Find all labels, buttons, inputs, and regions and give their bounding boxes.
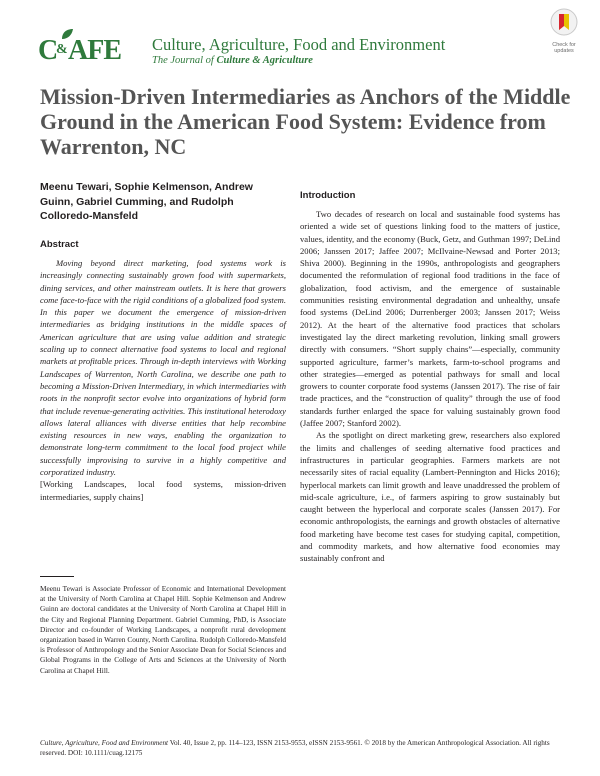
journal-subtitle	[152, 55, 313, 66]
article-title: Mission-Driven Intermediaries as Anchors of the Middle Ground in the American Food System: Evidence from Warrenton, NC	[40, 84, 571, 159]
journal-subtitle-prefix: The Journal of	[152, 55, 217, 66]
badge-label-line1: Check for	[552, 42, 576, 48]
footnote-divider	[40, 576, 74, 577]
introduction-body	[300, 208, 560, 565]
journal-subtitle-bold: Culture & Agriculture	[216, 55, 313, 66]
citation-footer	[40, 738, 560, 758]
intro-paragraph: Two decades of research on local and sustainable food systems has oriented a wide set of questions linking food to the matters of justice, values, identity, and the economy (Buck, Getz, and Guthman 1997; DeLind 2006; Janssen 2017; Jaffee 2007; McIlvaine-Newsad and Porter 2013; Shiva 2000). Beginning in the 1990s, anthropologists and geographers documented the reformulation of regional food traditions in the face of globalization, food activism, and the emergence of sustainable communities resisting environmental degradation and unhealthy, unsafe food systems (DeLind 2006; Durrenberger 2003; Janssen 2017; Weiss 2012). At the heart of the alternative food practices that scholars investigated lay the direct marketing revolution, linking small growers directly with consumers. “Short supply chains”—especially, community supported agriculture, farmer’s markets, farm-to-school programs and other strategies—emerged as potential pathways for small and local growers to counter corporate food systems (Janssen 2017). The rise of fair trade practices, and the “construction of quality” through the use of food standards further enlarged the space for valuing sustainably grown food (Jaffee 2007; Stanford 2002).	[300, 209, 560, 429]
bookmark-icon	[550, 8, 578, 36]
abstract-heading: Abstract	[40, 239, 79, 250]
logo-letter-c: C	[38, 35, 59, 66]
footer-journal-name: Culture, Agriculture, Food and Environment	[40, 739, 169, 747]
journal-logo	[38, 36, 148, 70]
logo-ampersand: &	[56, 42, 68, 57]
check-for-updates-badge[interactable]	[542, 8, 586, 52]
author-affiliations: Meenu Tewari is Associate Professor of Economic and International Development at the University of North Carolina at Chapel Hill. Sophie Kelmenson and Andrew Guinn are doctoral candidates at the University of North Carolina at Chapel Hill in the City and Regional Planning Department. Gabriel Cumming, PhD, is Associate Director and co-founder of Working Landscapes, a nonprofit rural development organization based in Warren County, North Carolina. Rudolph Colloredo-Mansfeld is Professor of Anthropology and the Senior Associate Dean for Social Sciences and Global Programs in the College of Arts and Sciences at the University of North Carolina at Chapel Hill.	[40, 584, 286, 675]
abstract	[40, 257, 286, 503]
abstract-text: Moving beyond direct marketing, food systems work is increasingly connecting sustainably grown food with supermarkets, dining services, and other mainstream outlets. It is here that growers come face-to-face with the rigid conditions of a globalized food system. In this paper we document the emergence of mission-driven intermediaries as bridging institutions in the middle spaces of American agriculture that are using value addition and strategic scaling up to connect alternative food systems to local and regional markets at profitable prices. Through in-depth interviews with Working Landscapes of Warrenton, North Carolina, we describe one path to becoming a Mission-Driven Intermediary, in which intermediaries with roots in the nonprofit sector evolve into organizations of hybrid form that include revenue-generating activities. This institutional heterodoxy allows lateral alliances with diverse entities that help recombine existing resources in new ways, enabling the organization to demonstrate long-term commitment to the local food project while successfully improvising to survive in a highly competitive and corporatized industry.	[40, 258, 286, 478]
badge-label-line2: updates	[554, 48, 574, 54]
badge-label	[542, 42, 586, 54]
journal-name: Culture, Agriculture, Food and Environment	[152, 35, 446, 54]
footer-citation: Vol. 40, Issue 2, pp. 114–123, ISSN 2153-9553, eISSN 2153-9561. © 2018 by the American Anthropological Association. All rights reserved. DOI: 10.1111/cuag.12175	[40, 739, 550, 757]
keywords: [Working Landscapes, local food systems, mission-driven intermediaries, supply chains]	[40, 479, 286, 502]
author-list: Meenu Tewari, Sophie Kelmenson, Andrew Guinn, Gabriel Cumming, and Rudolph Colloredo-Mansfeld	[40, 181, 253, 222]
logo-letters: AFE	[68, 35, 121, 66]
introduction-heading: Introduction	[300, 190, 356, 201]
intro-paragraph: As the spotlight on direct marketing grew, researchers also explored the limits and challenges of seeding alternative food practices and infrastructures in particular geographies. Farmers markets are not necessarily sites of racial equality (Lambert-Pennington and Hicks 2016); hyperlocal markets can limit growth and leave unaddressed the problem of mid-scale agriculture, i.e., of farmers aspiring to grow sustainably but caught between the hyperlocal and corporate scales (Janssen 2017). For economic anthropologists, the earnings and growth obstacles of alternative food marketing have become test cases for studying capital, competition, and commodity markets, and how alternative food economies may sustainably confront and	[300, 430, 560, 564]
